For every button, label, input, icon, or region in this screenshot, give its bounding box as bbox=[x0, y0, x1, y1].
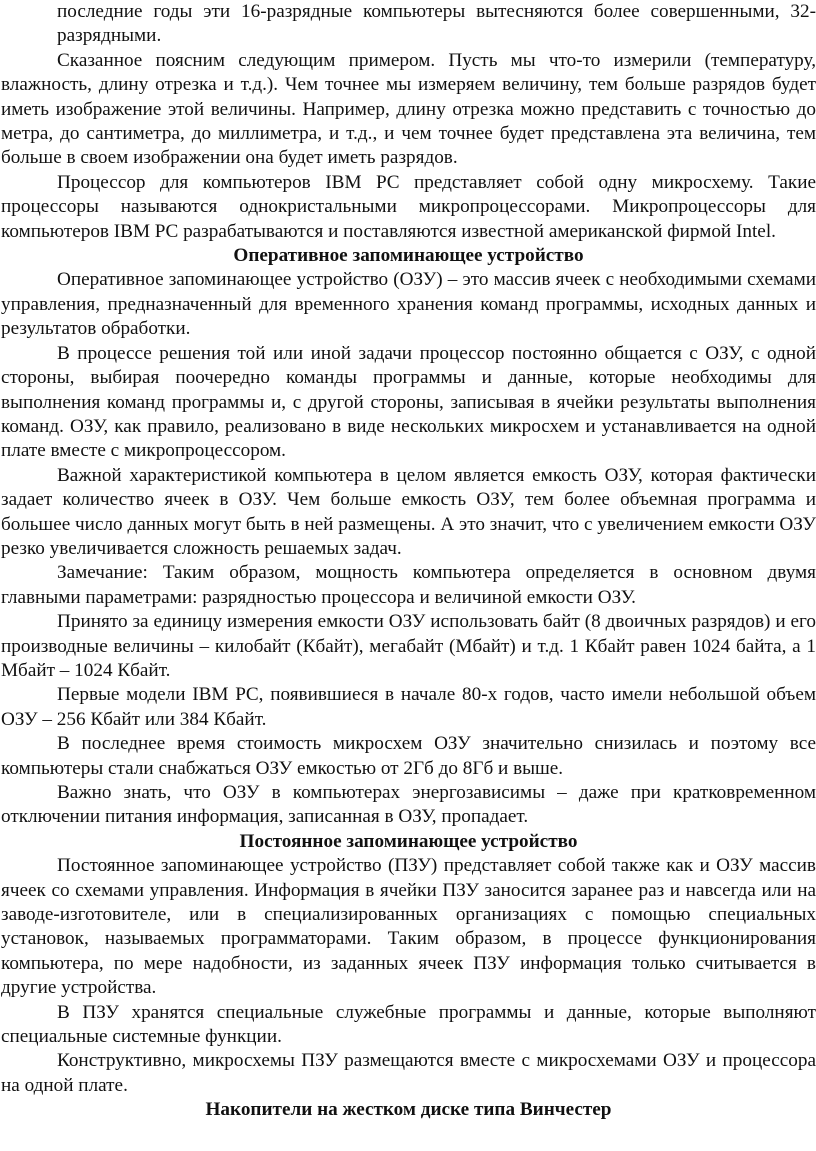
paragraph: Конструктивно, микросхемы ПЗУ размещаются вместе с микросхемами ОЗУ и процессора на одной плате. bbox=[1, 1050, 816, 1096]
paragraph: Оперативное запоминающее устройство (ОЗУ) – это массив ячеек с необходимыми схемами управления, предназначенный для временного хранения команд программы, исходных данных и результатов обработки. bbox=[1, 269, 816, 340]
paragraph: Сказанное поясним следующим примером. Пусть мы что-то измерили (температуру, влажность, длину отрезка и т.д.). Чем точнее мы измеряем величину, тем больше разрядов будет иметь изображение этой величины. Например, длину отрезка можно представить с точностью до метра, до сантиметра, до миллиметра, и т.д., и чем точнее будет представлена эта величина, тем больше в своем изображении она будет иметь разрядов. bbox=[1, 49, 816, 169]
paragraph: Важно знать, что ОЗУ в компьютерах энергозависимы – даже при кратковременном отключении питания информация, записанная в ОЗУ, пропадает. bbox=[1, 782, 816, 828]
paragraph: последние годы эти 16-разрядные компьютеры вытесняются более совершенными, 32-разрядными. bbox=[57, 1, 816, 47]
paragraph: Первые модели IBM PC, появившиеся в начале 80-х годов, часто имели небольшой объем ОЗУ – 256 Кбайт или 384 Кбайт. bbox=[1, 684, 816, 730]
section-heading-rom: Постоянное запоминающее устройство bbox=[239, 830, 578, 852]
paragraph: В последнее время стоимость микросхем ОЗУ значительно снизилась и поэтому все компьютеры стали снабжаться ОЗУ емкостью от 2Гб до 8Гб и выше. bbox=[1, 733, 816, 779]
paragraph: Принято за единицу измерения емкости ОЗУ использовать байт (8 двоичных разрядов) и его производные величины – килобайт (Кбайт), мегабайт (Мбайт) и т.д. 1 Кбайт равен 1024 байта, а 1 Мбайт – 1024 Кбайт. bbox=[1, 611, 816, 681]
paragraph: В ПЗУ хранятся специальные служебные программы и данные, которые выполняют специальные системные функции. bbox=[1, 1001, 816, 1048]
section-heading-ram: Оперативное запоминающее устройство bbox=[233, 245, 584, 267]
paragraph: Важной характеристикой компьютера в целом является емкость ОЗУ, которая фактически задает количество ячеек в ОЗУ. Чем больше емкость ОЗУ, тем более объемная программа и большее число данных могут быть в ней размещены. А это значит, что с увеличением емкости ОЗУ резко увеличивается сложность решаемых задач. bbox=[1, 464, 816, 559]
section-heading-hdd: Накопители на жестком диске типа Винчестер bbox=[205, 1099, 612, 1121]
paragraph: Процессор для компьютеров IBM PC представляет собой одну микросхему. Такие процессоры называются однокристальными микропроцессорами. Микропроцессоры для компьютеров IBM PC разрабатываются и поставляются известной американской фирмой Intel. bbox=[1, 171, 816, 242]
paragraph: Замечание: Таким образом, мощность компьютера определяется в основном двумя главными параметрами: разрядностью процессора и величиной емкости ОЗУ. bbox=[1, 562, 816, 608]
paragraph: Постоянное запоминающее устройство (ПЗУ) представляет собой также как и ОЗУ массив ячеек со схемами управления. Информация в ячейки ПЗУ заносится заранее раз и навсегда или на заводе-изготовителе, или в специализированных организациях с помощью специальных установок, называемых программаторами. Таким образом, в процессе функционирования компьютера, по мере надобности, из заданных ячеек ПЗУ информация только считывается в другие устройства. bbox=[1, 855, 816, 999]
paragraph: В процессе решения той или иной задачи процессор постоянно общается с ОЗУ, с одной стороны, выбирая поочередно команды программы и данные, которые необходимы для выполнения команд программы и, с другой стороны, записывая в ячейки результаты выполнения команд. ОЗУ, как правило, реализовано в виде нескольких микросхем и устанавливается на одной плате вместе с микропроцессором. bbox=[1, 342, 816, 462]
